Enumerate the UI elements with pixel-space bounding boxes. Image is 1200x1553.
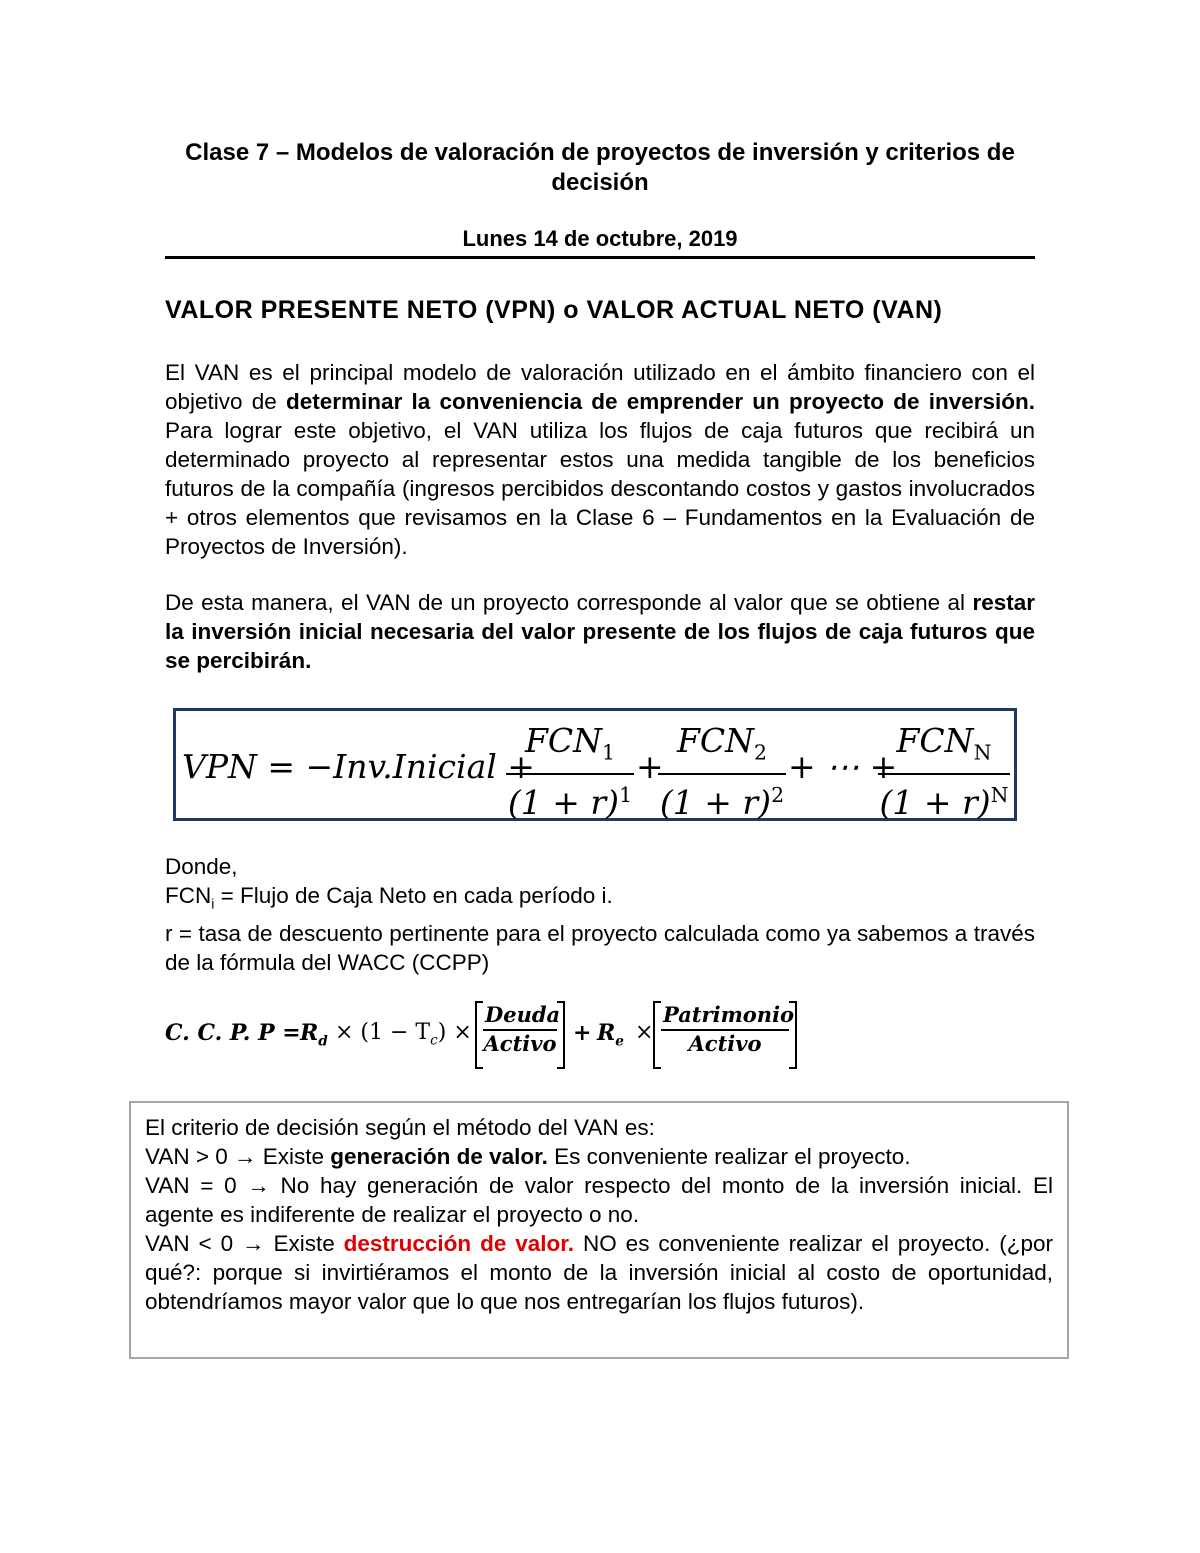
document-title: Clase 7 – Modelos de valoración de proyectos de inversión y criterios de decisión xyxy=(185,139,1015,196)
ccpp-formula xyxy=(165,998,805,1068)
ccpp-lhs: C. C. P. P = xyxy=(165,1020,301,1046)
denominator: $(1 + r)^2$ xyxy=(659,782,785,822)
title-divider xyxy=(165,256,1035,259)
numerator: $FCN_1$ xyxy=(506,723,634,775)
paragraph-emphasis: determinar la conveniencia de emprender un proyecto de inversión. xyxy=(286,389,1035,414)
paragraph-emphasis: restar la inversión inicial necesaria del valor presente de los flujos de caja futuros que se percibirán. xyxy=(165,590,1035,673)
definition-r: r = tasa de descuento pertinente para el proyecto calculada como ya sabemos a través de la fórmula del WACC (CCPP) xyxy=(165,920,1035,975)
denominator: $(1 + r)^1$ xyxy=(507,782,633,822)
ccpp-rd: $R_d$ xyxy=(300,1020,328,1050)
fraction-1 xyxy=(506,723,634,821)
fraction-patrimonio-activo: Patrimonio Activo xyxy=(663,1002,795,1056)
ccpp-re: $R_e$ xyxy=(597,1020,624,1050)
fraction-2 xyxy=(658,723,786,821)
numerator: $FCN_2$ xyxy=(658,723,786,775)
decision-criteria-box xyxy=(129,1101,1069,1359)
definitions-label: Donde, xyxy=(165,854,238,879)
vpn-formula xyxy=(173,708,1017,821)
ccpp-plus: + xyxy=(573,1020,592,1046)
document-date: Lunes 14 de octubre, 2019 xyxy=(462,226,738,251)
bracket-left xyxy=(475,1001,483,1069)
section-heading: VALOR PRESENTE NETO (VPN) o VALOR ACTUAL NETO (VAN) xyxy=(165,296,943,324)
decision-positive: VAN > 0 → Existe generación de valor. Es conveniente realizar el proyecto. xyxy=(145,1144,911,1169)
definition-fcn: $FCN_i$ = Flujo de Caja Neto en cada período i. xyxy=(165,883,613,912)
bracket-right xyxy=(557,1001,565,1069)
bracket-right xyxy=(789,1001,797,1069)
numerator: $FCN_N$ xyxy=(878,723,1010,775)
decision-zero: VAN = 0 → No hay generación de valor respecto del monto de la inversión inicial. El agente es indiferente de realizar el proyecto o no. xyxy=(145,1173,1053,1227)
formula-definitions xyxy=(165,852,1035,977)
paragraph-van-definition xyxy=(165,588,1035,675)
denominator: $(1 + r)^N$ xyxy=(879,782,1009,822)
ccpp-times: × xyxy=(635,1020,654,1045)
value-destruction-label: destrucción de valor. xyxy=(343,1231,575,1256)
ccpp-tax-factor: × $(1 - T_c)$ × xyxy=(335,1020,472,1049)
ellipsis-sum: + ⋯ + xyxy=(788,747,898,786)
paragraph-text: El VAN es el principal modelo de valoración utilizado en el ámbito financiero con el objetivo de xyxy=(165,360,1035,414)
paragraph-text: Para lograr este objetivo, el VAN utiliza los flujos de caja futuros que recibirá un determinado proyecto al representar estos una medida tangible de los beneficios futuros de la compañía (ingresos percibidos descontando costos y gastos involucrados + otros elementos que revisamos en la Clase 6 – Fundamentos en la Evaluación de Proyectos de Inversión). xyxy=(165,418,1035,559)
plus-sign: + xyxy=(636,747,664,786)
fraction-n xyxy=(878,723,1010,821)
bracket-left xyxy=(653,1001,661,1069)
formula-lhs: VPN = −Inv.Inicial + xyxy=(182,747,535,786)
paragraph-text: De esta manera, el VAN de un proyecto corresponde al valor que se obtiene al xyxy=(165,590,973,615)
decision-negative: VAN < 0 → Existe destrucción de valor. NO es conveniente realizar el proyecto. (¿por qué?: porque si invirtiéramos el monto de la inversión inicial al costo de oportunidad, obtendríamos mayor valor que lo que nos entregarían los flujos futuros). xyxy=(145,1231,1053,1314)
decision-intro: El criterio de decisión según el método del VAN es: xyxy=(145,1115,655,1140)
fraction-deuda-activo: Deuda Activo xyxy=(483,1002,561,1056)
paragraph-van-intro xyxy=(165,358,1035,561)
